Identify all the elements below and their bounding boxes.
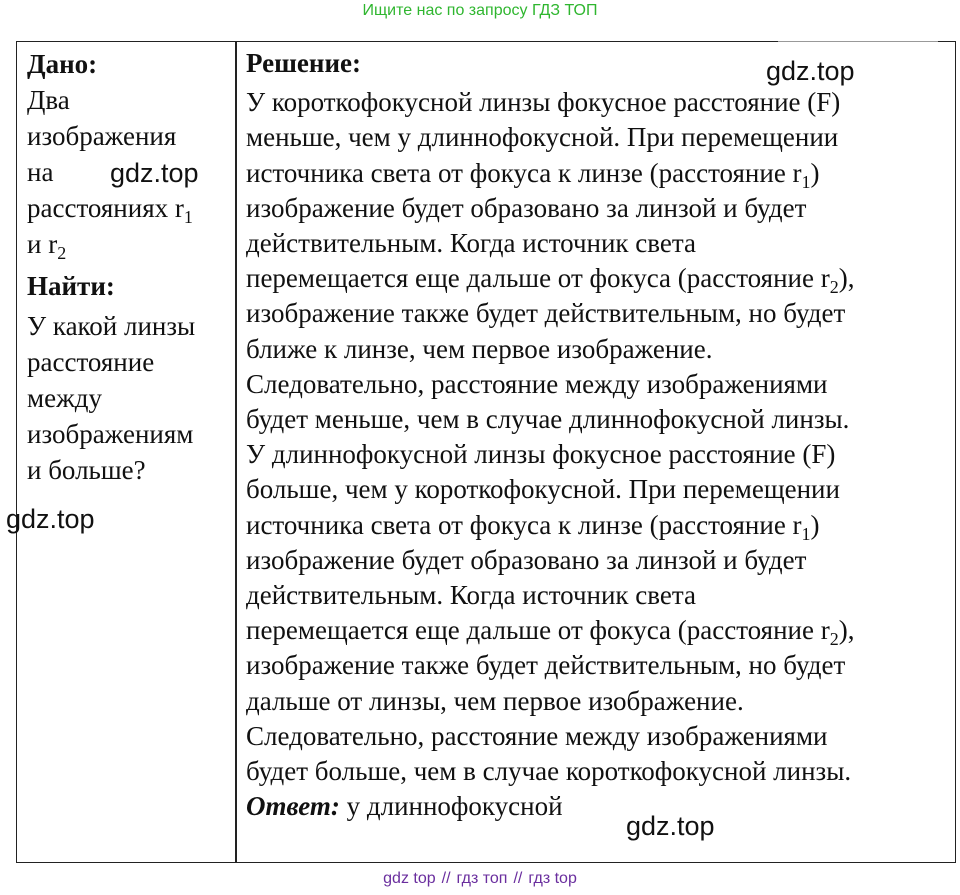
watermark: gdz.top: [6, 504, 95, 534]
given-line: и $r_2$: [27, 229, 67, 263]
solution-line: У короткофокусной линзы фокусное расстояние (F): [246, 87, 841, 118]
given-line: изображения: [27, 121, 177, 151]
solution-line: меньше, чем у длиннофокусной. При перемещении: [246, 122, 839, 153]
given-heading: Дано:: [27, 49, 98, 79]
solution-line: действительным. Когда источник света: [246, 228, 696, 259]
solution-cell: [246, 46, 946, 824]
subscript: 2: [829, 629, 839, 650]
solution-line: У длиннофокусной линзы фокусное расстояние (F): [246, 439, 836, 470]
subscript: 1: [801, 171, 811, 192]
solution-line: дальше от линзы, чем первое изображение.: [246, 685, 744, 716]
solution-heading: Решение:: [246, 48, 361, 78]
subscript: 1: [183, 207, 193, 227]
find-line: изображениям: [27, 419, 194, 449]
column-divider: [235, 42, 237, 862]
solution-line: источника света от фокуса к линзе (расстояние $r_1$): [246, 509, 820, 544]
solution-line: перемещается еще дальше от фокуса (расстояние $r_2$),: [246, 615, 855, 650]
answer-line: [246, 789, 946, 824]
given-find-cell: [27, 46, 227, 488]
given-line: Два: [27, 85, 70, 115]
watermark: gdz.top: [110, 158, 199, 188]
find-heading: Найти:: [27, 271, 115, 301]
solution-line: изображение будет образовано за линзой и будет: [246, 544, 807, 575]
find-line: и больше?: [27, 455, 146, 485]
given-line: расстояниях $r_1$: [27, 193, 193, 227]
solution-line: изображение будет образовано за линзой и будет: [246, 192, 807, 223]
solution-line: больше, чем у короткофокусной. При перемещении: [246, 474, 840, 505]
solution-line: изображение также будет действительным, но будет: [246, 650, 846, 681]
solution-line: действительным. Когда источник света: [246, 580, 696, 611]
watermark: gdz.top: [626, 811, 715, 841]
solution-line: будет больше, чем в случае короткофокусной линзы.: [246, 756, 852, 787]
bottom-banner: gdz top // гдз топ // гдз top: [383, 870, 577, 887]
solution-line: ближе к линзе, чем первое изображение.: [246, 333, 713, 364]
solution-line: будет меньше, чем в случае длиннофокусной линзы.: [246, 404, 850, 435]
given-line: на: [27, 157, 54, 187]
solution-line: перемещается еще дальше от фокуса (расстояние $r_2$),: [246, 263, 855, 298]
subscript: 2: [57, 243, 67, 263]
find-line: У какой линзы: [27, 311, 196, 341]
find-line: расстояние: [27, 347, 155, 377]
answer-text: у длиннофокусной: [339, 791, 563, 822]
top-banner: Ищите нас по запросу ГДЗ ТОП: [362, 2, 598, 19]
watermark: gdz.top: [766, 56, 855, 86]
solution-line: изображение также будет действительным, но будет: [246, 298, 846, 329]
subscript: 1: [801, 523, 811, 544]
subscript: 2: [829, 277, 839, 298]
find-line: между: [27, 383, 102, 413]
solution-line: Следовательно, расстояние между изображениями: [246, 720, 828, 751]
top-rule: [778, 41, 938, 42]
solution-line: Следовательно, расстояние между изображениями: [246, 368, 828, 399]
solution-line: источника света от фокуса к линзе (расстояние $r_1$): [246, 157, 820, 192]
answer-label: Ответ:: [246, 791, 340, 822]
